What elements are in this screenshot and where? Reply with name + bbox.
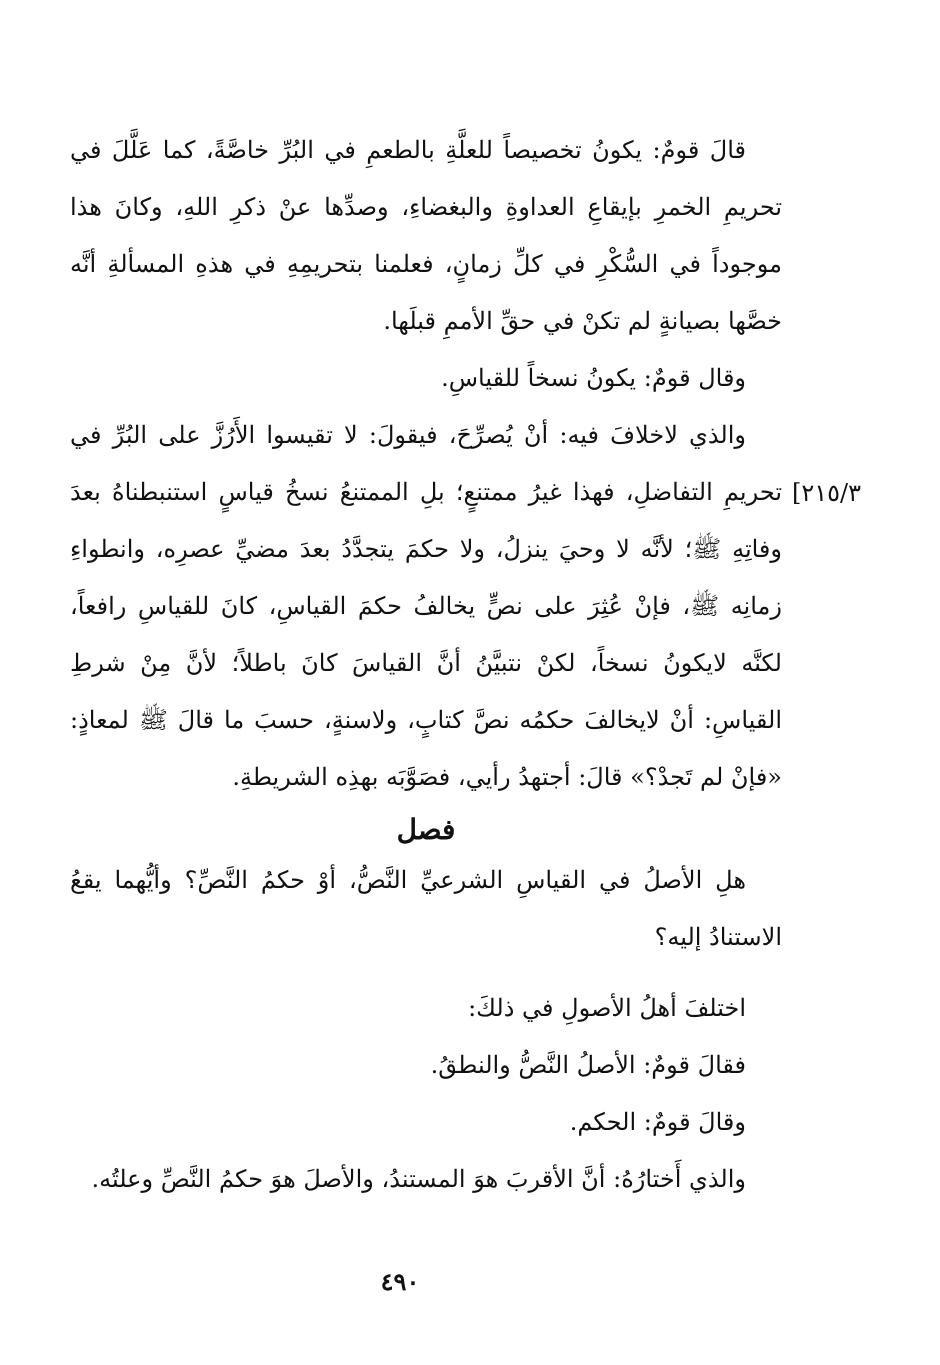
page-number: ٤٩٠	[380, 1267, 420, 1296]
paragraph-4: هلِ الأصلُ في القياسِ الشرعيِّ النَّصُّ، أوْ حكمُ النَّصِّ؟ وأيُّهما يقعُ الاستنادُ إليه؟	[70, 866, 782, 951]
margin-reference: [٢١٥/٣	[792, 479, 862, 507]
text-block-2	[70, 407, 782, 806]
paragraph-8: والذي أَختارُهُ: أنَّ الأقربَ هوَ المستندُ، والأصلَ هوَ حكمُ النَّصِّ وعلتُه.	[91, 1165, 746, 1193]
paragraph-6: فقالَ قومٌ: الأصلُ النَّصُّ والنطقُ.	[430, 1051, 746, 1079]
section-heading: فصل	[396, 813, 456, 846]
paragraph-7: وقالَ قومٌ: الحكم.	[569, 1108, 746, 1136]
text-block-4	[70, 980, 782, 1208]
paragraph-2: وقال قومٌ: يكونُ نسخاً للقياسِ.	[441, 364, 746, 392]
text-block-3	[70, 852, 782, 966]
paragraph-3: والذي لاخلافَ فيه: أنْ يُصرِّحَ، فيقولَ: لا تقيسوا الأَرُزَّ على البُرِّ في تحريمِ التفاضلِ، فهذا غيرُ ممتنعٍ؛ بلِ الممتنعُ نسخُ قياسٍ استنبطناهُ بعدَ وفاتِهِ ﷺ؛ لأنَّه لا وحيَ ينزلُ، ولا حكمَ يتجدَّدُ بعدَ مضيِّ عصرِه، وانطواءِ زمانِه ﷺ، فإنْ عُثِرَ على نصٍّ يخالفُ حكمَ القياسِ، كانَ للقياسِ رافعاً، لكنَّه لايكونُ نسخاً، لكنْ نتبيَّنُ أنَّ القياسَ كانَ باطلاً؛ لأنَّ مِنْ شرطِ القياسِ: أنْ لايخالفَ حكمُه نصَّ كتابٍ، ولاسنةٍ، حسبَ ما قالَ ﷺ لمعاذٍ: «فإنْ لم تَجدْ؟» قالَ: أجتهدُ رأيي، فصَوَّبَه بهذِه الشريطةِ.	[70, 421, 782, 791]
paragraph-5: اختلفَ أهلُ الأصولِ في ذلكَ:	[468, 994, 746, 1022]
paragraph-1: قالَ قومٌ: يكونُ تخصيصاً للعلَّةِ بالطعمِ في البُرِّ خاصَّةً، كما عَلَّلَ في تحريمِ الخمرِ بإيقاعِ العداوةِ والبغضاءِ، وصدِّها عنْ ذكرِ اللهِ، وكانَ هذا موجوداً في السُّكْرِ في كلِّ زمانٍ، فعلمنا بتحريمِهِ في هذهِ المسألةِ أنَّه خصَّها بصيانةٍ لم تكنْ في حقِّ الأممِ قبلَها.	[70, 136, 782, 335]
text-block-1	[70, 122, 782, 407]
